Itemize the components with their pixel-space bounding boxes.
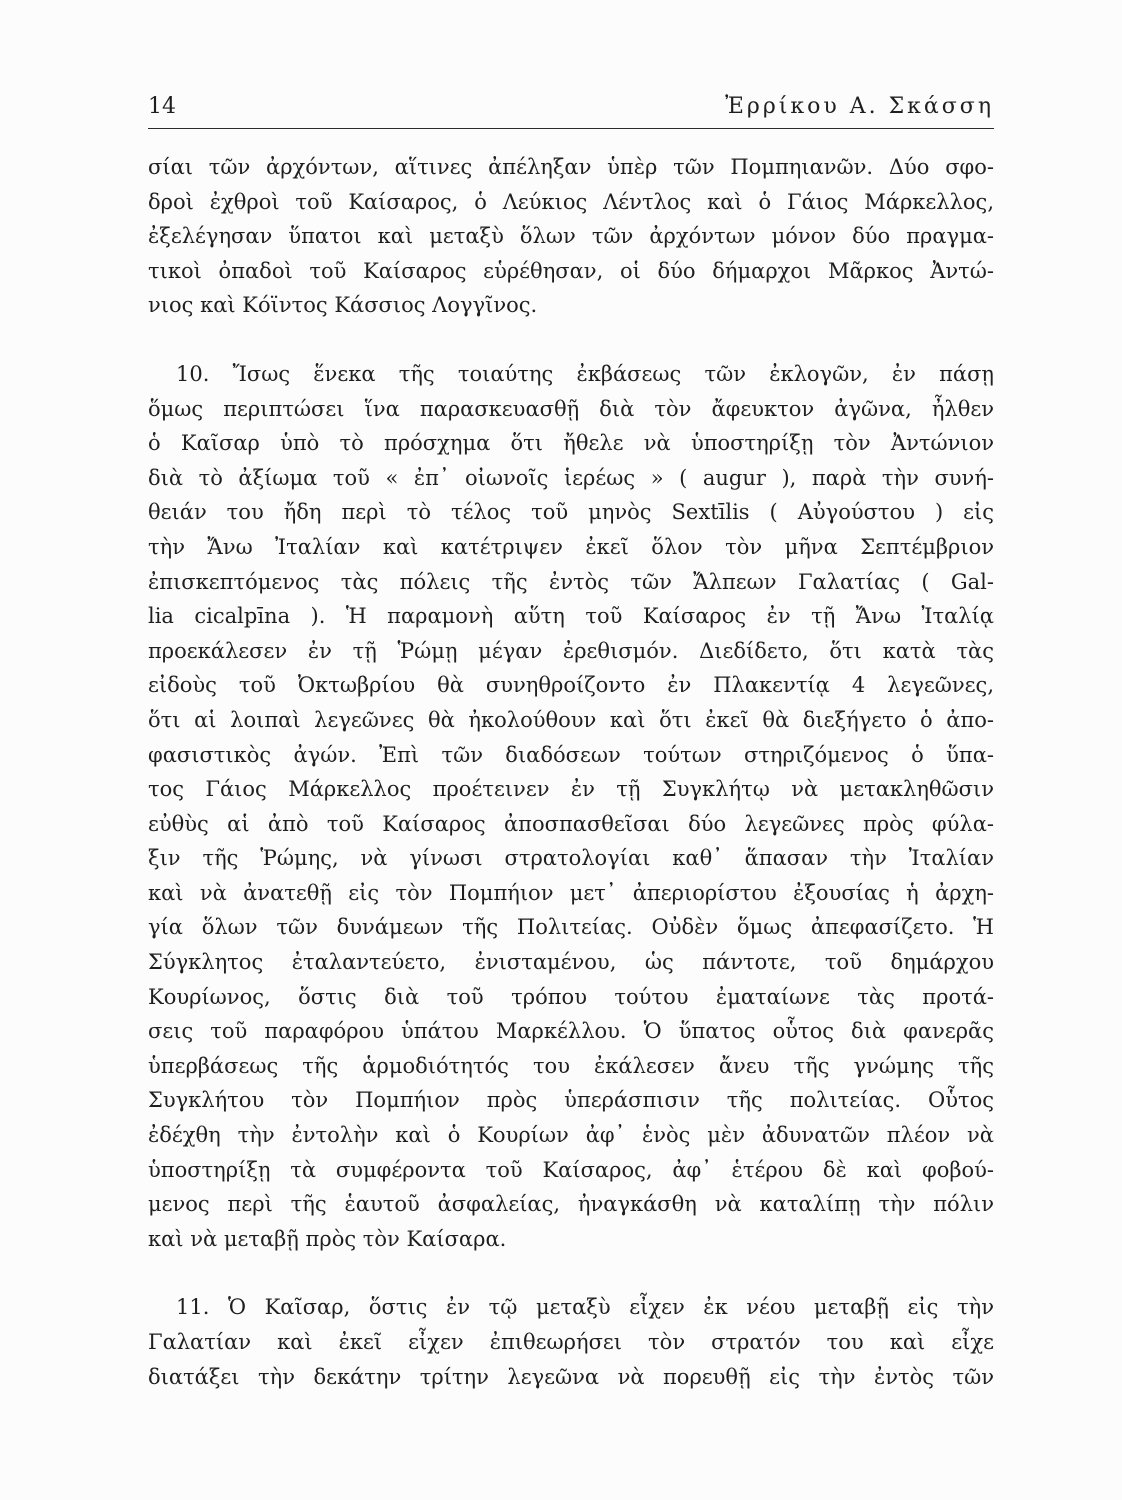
page-header [148, 92, 994, 130]
text-line: τὴν Ἄνω Ἰταλίαν καὶ κατέτριψεν ἐκεῖ ὅλον τὸν μῆνα Σεπτέμβριον [148, 534, 994, 559]
text-line: ἐδέχθη τὴν ἐντολὴν καὶ ὁ Κουρίων ἀφ᾽ ἑνὸς μὲν ἀδυνατῶν πλέον νὰ [148, 1123, 994, 1148]
paragraph-gap [148, 1256, 994, 1290]
text-line: 11. Ὁ Καῖσαρ, ὅστις ἐν τῷ μεταξὺ εἶχεν ἐκ νέου μεταβῇ εἰς τὴν [176, 1295, 994, 1320]
text-line: καὶ νὰ ἀνατεθῇ εἰς τὸν Πομπήιον μετ᾽ ἀπεριορίστου ἐξουσίας ἡ ἀρχη- [148, 880, 994, 905]
text-line: γία ὅλων τῶν δυνάμεων τῆς Πολιτείας. Οὐδὲν ὅμως ἀπεφασίζετο. Ἡ [148, 915, 994, 940]
text-line: θειάν του ἤδη περὶ τὸ τέλος τοῦ μηνὸς Sextīlis ( Αὐγούστου ) εἰς [148, 500, 994, 525]
text-line: ὑπερβάσεως τῆς ἁρμοδιότητός του ἐκάλεσεν ἄνευ τῆς γνώμης τῆς [148, 1053, 994, 1078]
text-line: lia cicalpīna ). Ἡ παραμονὴ αὕτη τοῦ Καίσαρος ἐν τῇ Ἄνω Ἰταλίᾳ [148, 604, 994, 629]
text-line: ξιν τῆς Ῥώμης, νὰ γίνωσι στρατολογίαι καθ᾽ ἅπασαν τὴν Ἰταλίαν [148, 846, 994, 871]
paragraph-gap [148, 323, 994, 357]
text-line: Σύγκλητος ἐταλαντεύετο, ἐνισταμένου, ὡς πάντοτε, τοῦ δημάρχου [148, 950, 994, 975]
page-number: 14 [148, 94, 176, 119]
text-line: σίαι τῶν ἀρχόντων, αἵτινες ἀπέληξαν ὑπὲρ τῶν Πομπηιανῶν. Δύο σφο- [148, 155, 994, 179]
text-line: τος Γάιος Μάρκελλος προέτεινεν ἐν τῇ Συγκλήτῳ νὰ μετακληθῶσιν [148, 777, 994, 802]
text-line: εἰδοὺς τοῦ Ὀκτωβρίου θὰ συνηθροίζοντο ἐν Πλακεντίᾳ 4 λεγεῶνες, [148, 673, 994, 698]
header-rule [148, 128, 994, 129]
text-line: νιος καὶ Κόϊντος Κάσσιος Λογγῖνος. [148, 293, 538, 318]
text-line: μενος περὶ τῆς ἑαυτοῦ ἀσφαλείας, ἠναγκάσθη νὰ καταλίπῃ τὴν πόλιν [148, 1192, 994, 1217]
text-line: σεις τοῦ παραφόρου ὑπάτου Μαρκέλλου. Ὁ ὕπατος οὗτος διὰ φανερᾶς [148, 1019, 994, 1044]
text-line: Γαλατίαν καὶ ἐκεῖ εἶχεν ἐπιθεωρήσει τὸν στρατόν του καὶ εἶχε [148, 1330, 994, 1354]
paragraph-1 [148, 150, 994, 323]
text-line: ὅτι αἱ λοιπαὶ λεγεῶνες θὰ ἠκολούθουν καὶ ὅτι ἐκεῖ θὰ διεξήγετο ὁ ἀπο- [148, 707, 994, 732]
paragraph-2 [148, 357, 994, 1256]
text-line: διὰ τὸ ἀξίωμα τοῦ « ἐπ᾽ οἰωνοῖς ἱερέως » ( augur ), παρὰ τὴν συνή- [148, 465, 994, 490]
body-text [148, 150, 994, 1394]
text-line: καὶ νὰ μεταβῇ πρὸς τὸν Καίσαρα. [148, 1226, 507, 1251]
text-line: ἐξελέγησαν ὕπατοι καὶ μεταξὺ ὅλων τῶν ἀρχόντων μόνον δύο πραγμα- [148, 224, 994, 249]
running-head: Ἐρρίκου Α. Σκάσση [725, 94, 994, 119]
text-line: διατάξει τὴν δεκάτην τρίτην λεγεῶνα νὰ πορευθῇ εἰς τὴν ἐντὸς τῶν [148, 1364, 994, 1389]
text-line: ὅμως περιπτώσει ἵνα παρασκευασθῇ διὰ τὸν ἄφευκτον ἀγῶνα, ἦλθεν [148, 396, 994, 421]
text-line: τικοὶ ὀπαδοὶ τοῦ Καίσαρος εὑρέθησαν, οἱ δύο δήμαρχοι Μᾶρκος Ἀντώ- [148, 258, 994, 283]
text-line: Κουρίωνος, ὅστις διὰ τοῦ τρόπου τούτου ἐματαίωνε τὰς προτά- [148, 984, 994, 1009]
text-line: ὁ Καῖσαρ ὑπὸ τὸ πρόσχημα ὅτι ἤθελε νὰ ὑποστηρίξῃ τὸν Ἀντώνιον [148, 431, 994, 456]
text-line: φασιστικὸς ἀγών. Ἐπὶ τῶν διαδόσεων τούτων στηριζόμενος ὁ ὕπα- [148, 742, 994, 767]
text-line: δροὶ ἐχθροὶ τοῦ Καίσαρος, ὁ Λεύκιος Λέντλος καὶ ὁ Γάιος Μάρκελλος, [148, 189, 994, 214]
text-line: εὐθὺς αἱ ἀπὸ τοῦ Καίσαρος ἀποσπασθεῖσαι δύο λεγεῶνες πρὸς φύλα- [148, 811, 994, 836]
text-line: 10. Ἴσως ἕνεκα τῆς τοιαύτης ἐκβάσεως τῶν ἐκλογῶν, ἐν πάσῃ [176, 361, 994, 386]
paragraph-3 [148, 1290, 994, 1394]
text-line: Συγκλήτου τὸν Πομπήιον πρὸς ὑπεράσπισιν τῆς πολιτείας. Οὗτος [148, 1088, 994, 1113]
text-line: ἐπισκεπτόμενος τὰς πόλεις τῆς ἐντὸς τῶν Ἄλπεων Γαλατίας ( Gal- [148, 569, 994, 594]
text-line: ὑποστηρίξῃ τὰ συμφέροντα τοῦ Καίσαρος, ἀφ᾽ ἑτέρου δὲ καὶ φοβού- [148, 1157, 994, 1182]
text-line: προεκάλεσεν ἐν τῇ Ῥώμῃ μέγαν ἐρεθισμόν. Διεδίδετο, ὅτι κατὰ τὰς [148, 638, 994, 663]
